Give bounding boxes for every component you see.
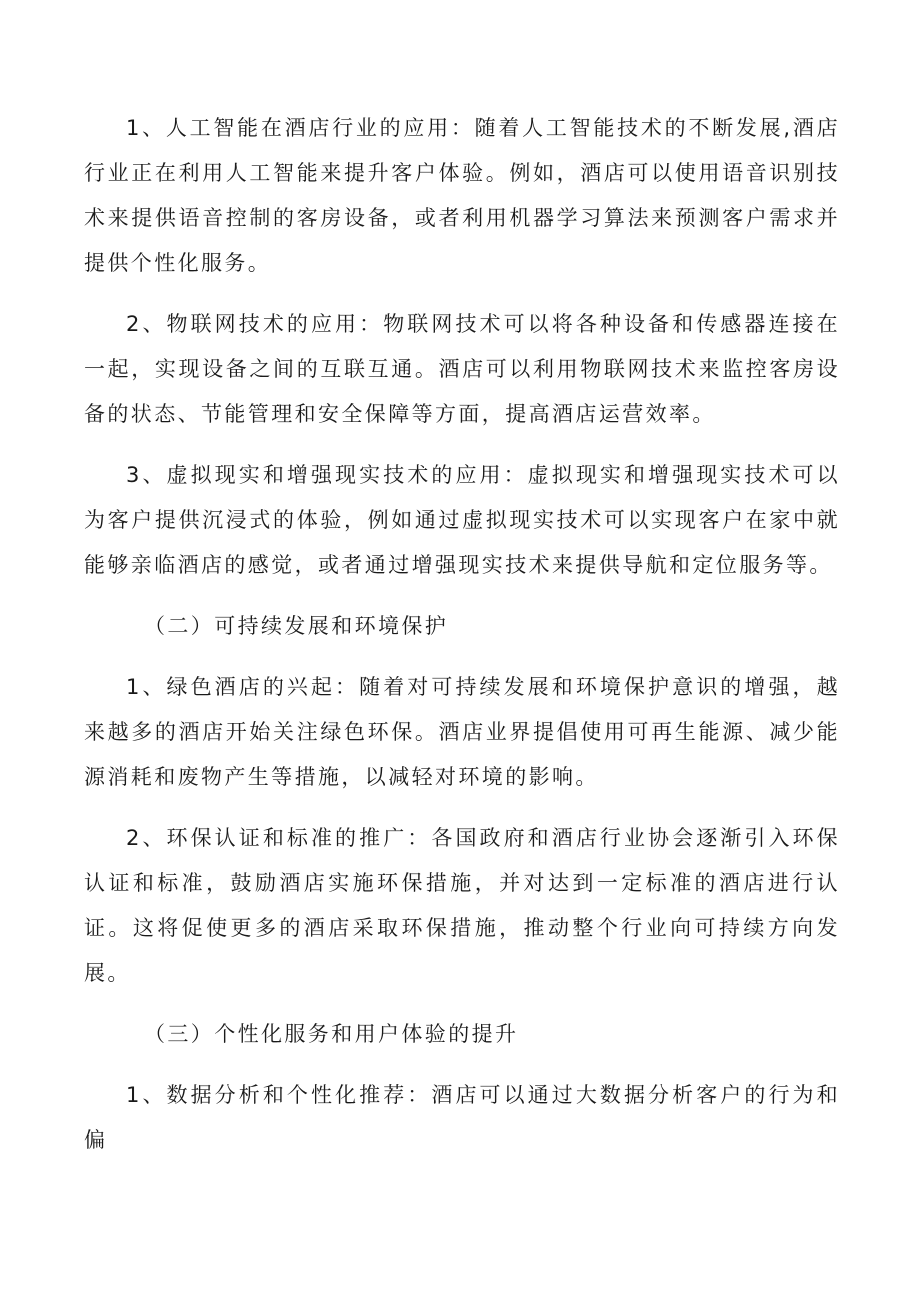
- paragraph-data-analysis: 1、数据分析和个性化推荐：酒店可以通过大数据分析客户的行为和偏: [84, 1083, 840, 1152]
- paragraph-iot-application: 2、物联网技术的应用：物联网技术可以将各种设备和传感器连接在一起，实现设备之间的互联互通。酒店可以利用物联网技术来监控客房设备的状态、节能管理和安全保障等方面，提高酒店运营效率。: [84, 312, 840, 426]
- paragraph-vr-ar-application: 3、虚拟现实和增强现实技术的应用：虚拟现实和增强现实技术可以为客户提供沉浸式的体验，例如通过虚拟现实技术可以实现客户在家中就能够亲临酒店的感觉，或者通过增强现实技术来提供导航和定位服务等。: [84, 463, 840, 577]
- document-body: [84, 106, 840, 1179]
- section-heading-personalization: （三）个性化服务和用户体验的提升: [144, 1022, 519, 1046]
- paragraph-ai-application: 1、人工智能在酒店行业的应用：随着人工智能技术的不断发展,酒店行业正在利用人工智能来提升客户体验。例如，酒店可以使用语音识别技术来提供语音控制的客房设备，或者利用机器学习算法来预测客户需求并提供个性化服务。: [84, 116, 840, 275]
- paragraph-eco-certification: 2、环保认证和标准的推广：各国政府和酒店行业协会逐渐引入环保认证和标准，鼓励酒店实施环保措施，并对达到一定标准的酒店进行认证。这将促使更多的酒店采取环保措施，推动整个行业向可持续方向发展。: [84, 826, 840, 985]
- paragraph-green-hotels: 1、绿色酒店的兴起：随着对可持续发展和环境保护意识的增强，越来越多的酒店开始关注绿色环保。酒店业界提倡使用可再生能源、减少能源消耗和废物产生等措施，以减轻对环境的影响。: [84, 675, 840, 789]
- section-heading-sustainability: （二）可持续发展和环境保护: [144, 614, 449, 638]
